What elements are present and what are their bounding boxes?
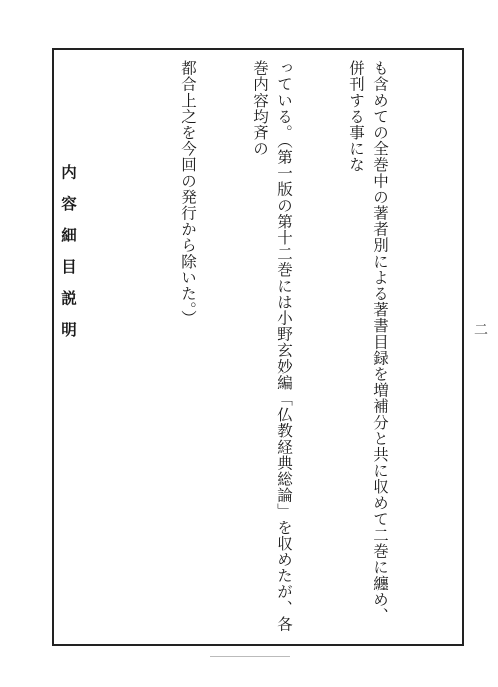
text-column: も含めての全巻中の著者別による著書目録を増補分と共に収めて二巻に纏め、併刊する事にな [347, 60, 389, 624]
fold-line [210, 656, 290, 657]
text-column: 都合上之を今回の発行から除いた。） [179, 60, 197, 326]
vertical-text-body [59, 60, 440, 632]
section-heading: 内容細目説明 [59, 164, 78, 353]
text-column: っている。（第一版の第十二巻には小野玄妙編「仏教経典総論」を収めたが、各巻内容均斉の [251, 60, 293, 632]
page-number: 二 [472, 322, 488, 336]
